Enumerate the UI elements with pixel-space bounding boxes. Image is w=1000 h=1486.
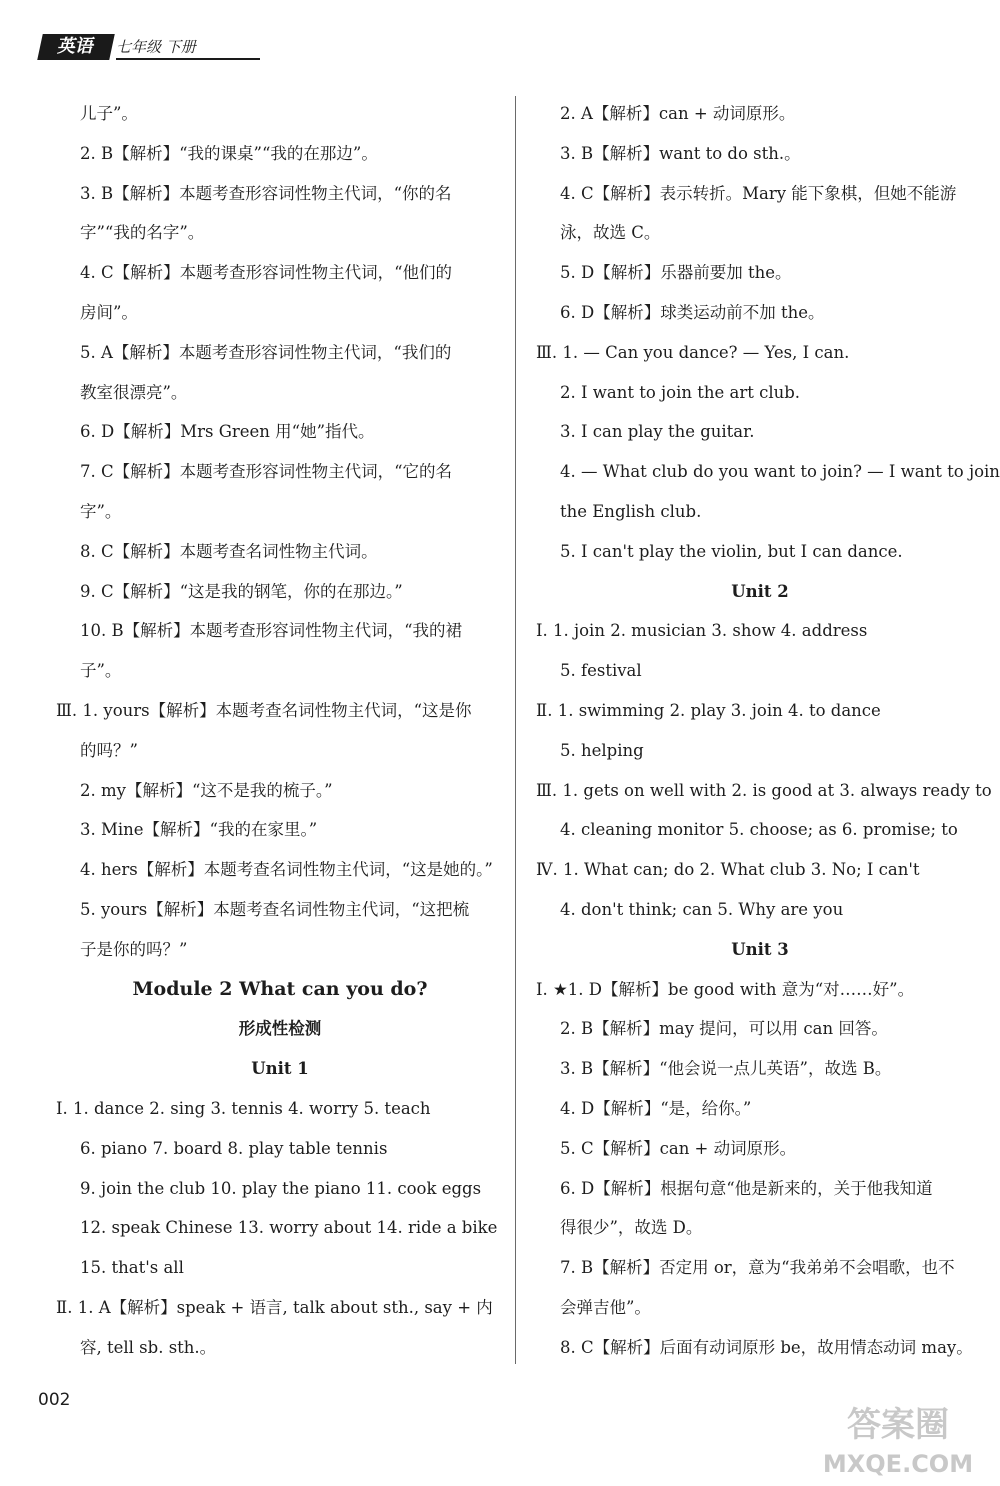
left-column — [56, 94, 504, 1368]
answer-line: 2. B【解析】may 提问，可以用 can 回答。 — [560, 1019, 888, 1039]
answer-line: 5. D【解析】乐器前要加 the。 — [560, 263, 792, 283]
subject-badge: 英语 — [37, 34, 115, 60]
answer-line: 4. C【解析】本题考查形容词性物主代词，“他们的 — [80, 263, 453, 283]
watermark-top-text: 答案圈 — [847, 1405, 949, 1445]
answer-line: 5. C【解析】can + 动词原形。 — [560, 1138, 797, 1158]
answer-line: 3. I can play the guitar. — [560, 422, 755, 442]
answer-line: 8. C【解析】本题考查名词性物主代词。 — [80, 541, 378, 561]
answer-line: 5. I can't play the violin, but I can dance. — [560, 541, 903, 561]
answer-line: 会弹吉他”。 — [560, 1297, 651, 1317]
answer-line: 4. hers【解析】本题考查名词性物主代词，“这是她的。” — [80, 860, 493, 880]
answer-line: Ⅰ. 1. join 2. musician 3. show 4. address — [536, 621, 868, 641]
answer-line: 5. helping — [560, 740, 644, 760]
answer-line: 5. yours【解析】本题考查名词性物主代词，“这把梳 — [80, 899, 470, 919]
answer-line: 5. festival — [560, 661, 642, 681]
answer-line: 形成性检测 — [238, 1019, 322, 1039]
answer-line: Ⅰ. 1. dance 2. sing 3. tennis 4. worry 5. teach — [56, 1098, 431, 1118]
column-divider — [515, 96, 516, 1364]
answer-line: 子”。 — [80, 661, 122, 681]
answer-line: 泳，故选 C。 — [560, 223, 661, 243]
answer-line: 字”。 — [80, 501, 122, 521]
unit-heading: Unit 1 — [251, 1059, 309, 1079]
page-number: 002 — [38, 1390, 71, 1410]
answer-line: Ⅱ. 1. A【解析】speak + 语言, talk about sth., say + 内 — [56, 1297, 493, 1317]
answer-line: Ⅱ. 1. swimming 2. play 3. join 4. to dance — [536, 700, 881, 720]
answer-line: 6. D【解析】球类运动前不加 the。 — [560, 302, 825, 322]
answer-line: the English club. — [560, 501, 702, 521]
answer-line: 10. B【解析】本题考查形容词性物主代词，“我的裙 — [80, 621, 463, 641]
answer-line: 4. D【解析】“是，给你。” — [560, 1098, 752, 1118]
answer-line: 9. join the club 10. play the piano 11. cook eggs — [80, 1178, 482, 1198]
answer-line: Ⅰ. ★1. D【解析】be good with 意为“对……好”。 — [536, 979, 915, 999]
answer-line: Ⅲ. 1. — Can you dance? — Yes, I can. — [536, 342, 850, 362]
answer-line: 2. my【解析】“这不是我的梳子。” — [80, 780, 333, 800]
answer-line: 4. don't think; can 5. Why are you — [560, 899, 844, 919]
watermark-bottom-text: MXQE.COM — [822, 1450, 974, 1478]
answer-line: 教室很漂亮”。 — [80, 382, 188, 402]
answer-line: 6. piano 7. board 8. play table tennis — [80, 1138, 388, 1158]
answer-line: 8. C【解析】后面有动词原形 be，故用情态动词 may。 — [560, 1337, 973, 1357]
answer-line: 4. cleaning monitor 5. choose; as 6. promise; to — [560, 820, 958, 840]
answer-line: 3. B【解析】本题考查形容词性物主代词，“你的名 — [80, 183, 452, 203]
answer-line: 房间”。 — [80, 302, 138, 322]
answer-line: 的吗？” — [80, 740, 138, 760]
answer-line: Ⅲ. 1. yours【解析】本题考查名词性物主代词，“这是你 — [56, 700, 472, 720]
answer-line: 6. D【解析】Mrs Green 用“她”指代。 — [80, 422, 375, 442]
answer-line: 字”“我的名字”。 — [80, 223, 205, 243]
header-underline — [116, 58, 260, 60]
answer-line: 得很少”，故选 D。 — [560, 1218, 703, 1238]
answer-line: 3. Mine【解析】“我的在家里。” — [80, 820, 318, 840]
answer-line: 6. D【解析】根据句意“他是新来的，关于他我知道 — [560, 1178, 933, 1198]
module-title: Module 2 What can you do? — [132, 977, 428, 1000]
answer-line: 2. A【解析】can + 动词原形。 — [560, 104, 796, 123]
answer-line: 容, tell sb. sth.。 — [80, 1337, 217, 1357]
answer-line: 2. B【解析】“我的课桌”“我的在那边”。 — [80, 143, 378, 163]
answer-line: 7. C【解析】本题考查形容词性物主代词，“它的名 — [80, 462, 453, 482]
answer-line: 9. C【解析】“这是我的钢笔，你的在那边。” — [80, 581, 403, 601]
answer-line: 5. A【解析】本题考查形容词性物主代词，“我们的 — [80, 342, 452, 362]
answer-line: 4. C【解析】表示转折。Mary 能下象棋，但她不能游 — [560, 183, 957, 203]
unit-heading: Unit 2 — [731, 581, 789, 601]
answer-line: 2. I want to join the art club. — [560, 382, 801, 402]
answer-line: 15. that's all — [80, 1258, 184, 1278]
answer-line: 4. — What club do you want to join? — I want to join — [560, 462, 1000, 482]
answer-line: 12. speak Chinese 13. worry about 14. ride a bike — [80, 1218, 498, 1238]
right-column — [536, 94, 1000, 1368]
answer-line: 子是你的吗？” — [80, 939, 188, 959]
unit-heading: Unit 3 — [731, 939, 789, 959]
answer-line: Ⅲ. 1. gets on well with 2. is good at 3. always ready to — [536, 780, 992, 800]
answer-line: Ⅳ. 1. What can; do 2. What club 3. No; I can't — [536, 860, 920, 880]
answer-line: 3. B【解析】“他会说一点儿英语”，故选 B。 — [560, 1059, 892, 1079]
answer-line: 7. B【解析】否定用 or，意为“我弟弟不会唱歌，也不 — [560, 1258, 955, 1278]
watermark-logo — [808, 1400, 988, 1480]
answer-line: 3. B【解析】want to do sth.。 — [560, 143, 801, 163]
answer-line: 儿子”。 — [80, 104, 138, 123]
grade-label: 七年级 下册 — [116, 38, 196, 56]
